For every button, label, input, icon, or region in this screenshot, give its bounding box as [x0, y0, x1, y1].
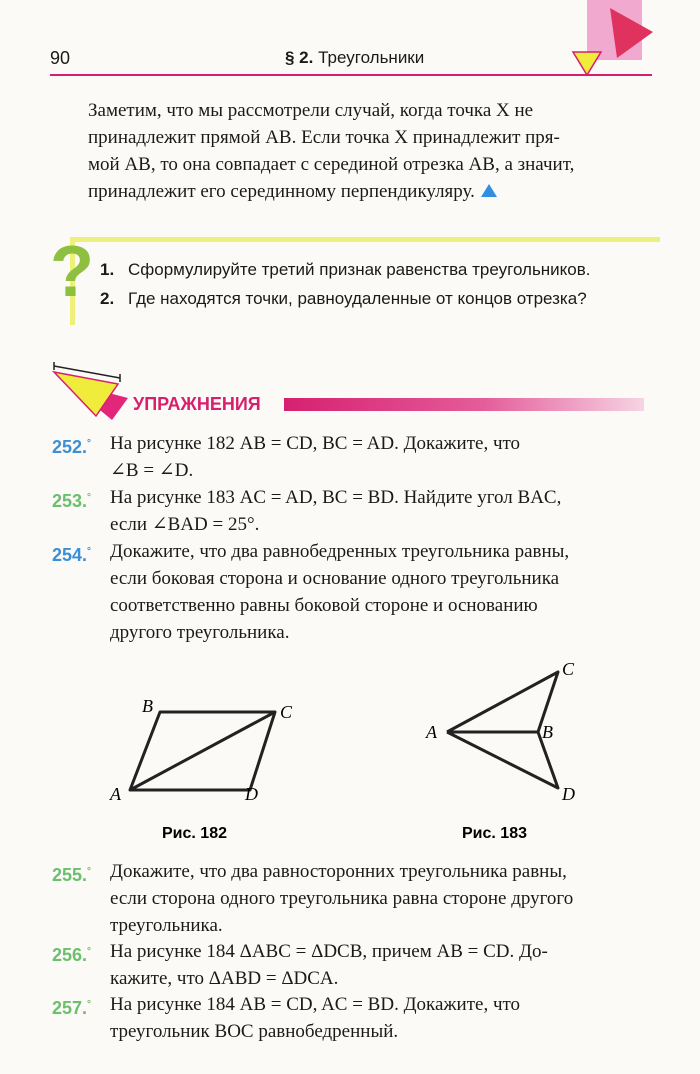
exercise-number: 255.° — [52, 865, 92, 885]
question-number: 1. — [100, 260, 115, 279]
fig182-label-c: C — [280, 702, 293, 722]
exercise-252 — [52, 430, 657, 484]
running-head — [285, 48, 424, 68]
figure-182-diagram — [130, 712, 275, 790]
exercise-253 — [52, 484, 657, 538]
page-number: 90 — [50, 48, 71, 68]
question-text: Сформулируйте третий признак равенства треугольников. — [128, 260, 591, 279]
exercise-number: 257.° — [52, 998, 92, 1018]
exercise-line: соответственно равны боковой стороне и основанию — [110, 595, 538, 616]
exercise-254 — [52, 538, 657, 646]
corner-triangles-icon — [565, 0, 665, 80]
question-item — [100, 284, 660, 313]
exercise-line: треугольника. — [110, 915, 223, 936]
intro-line-text: принадлежит его серединному перпендикуляру. — [88, 181, 475, 202]
intro-line-last — [88, 178, 653, 205]
exercise-257 — [52, 991, 657, 1045]
exercise-line: На рисунке 184 ΔABC = ΔDCB, причем AB = CD. До- — [110, 941, 548, 962]
questions-bar-top — [70, 237, 660, 242]
ruler-triangle-icon — [48, 354, 143, 422]
fig182-label-d: D — [245, 784, 258, 804]
exercise-256 — [52, 938, 657, 992]
question-text: Где находятся точки, равноудаленные от концов отрезка? — [128, 289, 587, 308]
exercise-number: 252.° — [52, 437, 92, 457]
fig182-label-a: A — [110, 784, 121, 804]
question-item — [100, 255, 660, 284]
figures — [100, 660, 620, 850]
question-mark-icon: ? — [50, 232, 94, 312]
fig182-label-b: B — [142, 696, 153, 716]
intro-paragraph — [88, 97, 653, 205]
fig183-label-d: D — [562, 784, 575, 804]
exercise-number: 256.° — [52, 945, 92, 965]
exercise-line: На рисунке 183 AC = AD, BC = BD. Найдите угол BAC, — [110, 487, 562, 508]
question-number: 2. — [100, 289, 115, 308]
exercise-number: 254.° — [52, 545, 92, 565]
exercise-line: Докажите, что два равнобедренных треугольника равны, — [110, 541, 570, 562]
header-rule — [50, 74, 652, 76]
intro-line: мой AB, то она совпадает с серединой отрезка AB, а значит, — [88, 154, 575, 175]
exercise-line: если ∠BAD = 25°. — [110, 514, 260, 535]
exercise-line: если сторона одного треугольника равна стороне другого — [110, 888, 574, 909]
exercises-heading: УПРАЖНЕНИЯ — [133, 394, 261, 414]
fig183-label-a: A — [426, 722, 437, 742]
end-of-proof-icon — [481, 184, 497, 197]
intro-line: Заметим, что мы рассмотрели случай, когда точка X не — [88, 100, 534, 121]
section-symbol: § 2. — [285, 48, 314, 67]
exercise-255 — [52, 858, 657, 939]
fig183-label-b: B — [542, 722, 553, 742]
exercise-line: Докажите, что два равносторонних треугольника равны, — [110, 861, 567, 882]
intro-line: принадлежит прямой AB. Если точка X принадлежит пря- — [88, 127, 560, 148]
exercises-heading-bar — [284, 398, 644, 411]
questions-list — [100, 255, 660, 313]
fig183-label-c: C — [562, 659, 575, 679]
section-title: Треугольники — [318, 48, 425, 67]
exercise-line: другого треугольника. — [110, 622, 290, 643]
fig182-caption: Рис. 182 — [162, 825, 227, 842]
exercise-number: 253.° — [52, 491, 92, 511]
exercise-line: ∠B = ∠D. — [110, 460, 194, 481]
exercise-line: кажите, что ΔABD = ΔDCA. — [110, 968, 339, 989]
exercise-line: если боковая сторона и основание одного треугольника — [110, 568, 560, 589]
fig183-caption: Рис. 183 — [462, 825, 527, 842]
exercise-line: треугольник BOC равнобедренный. — [110, 1021, 399, 1042]
exercise-line: На рисунке 182 AB = CD, BC = AD. Докажите, что — [110, 433, 521, 454]
exercise-line: На рисунке 184 AB = CD, AC = BD. Докажите, что — [110, 994, 521, 1015]
